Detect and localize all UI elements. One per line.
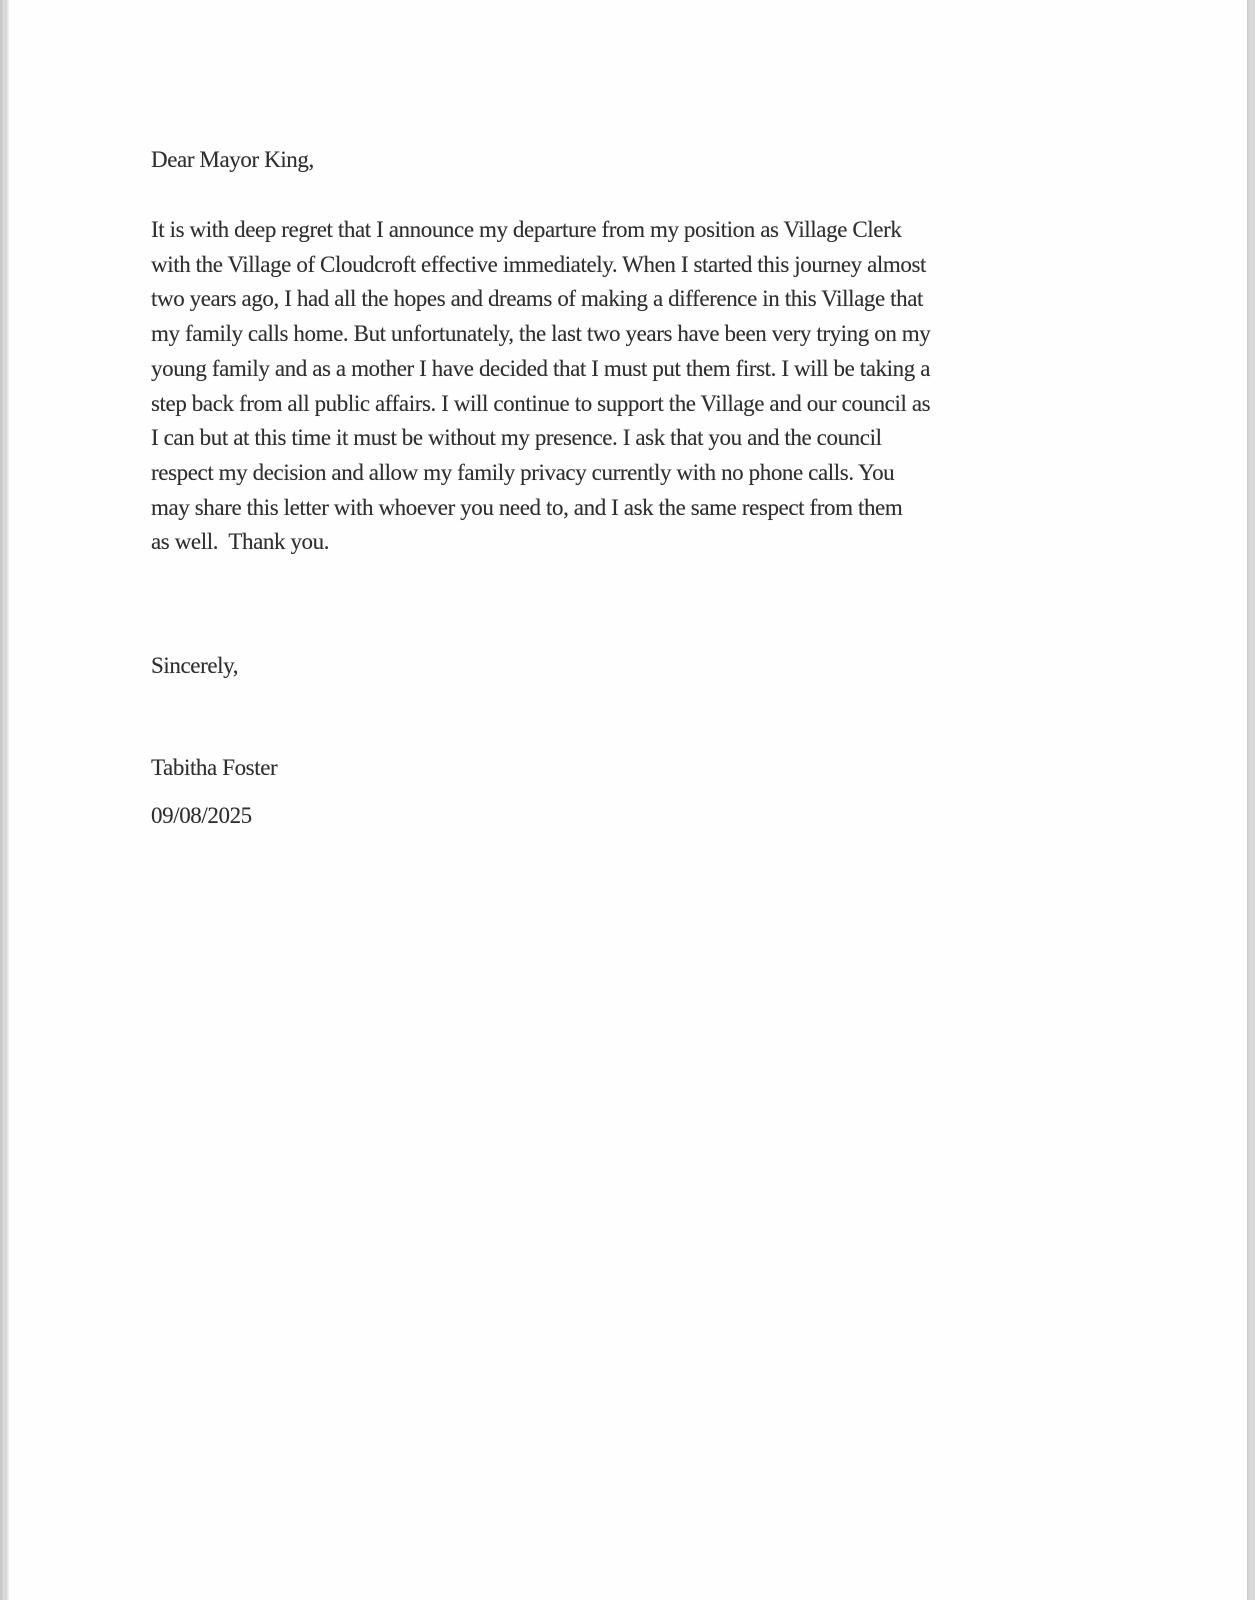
body-line: my family calls home. But unfortunately, the last two years have been very trying on my [151,321,931,347]
body-line: may share this letter with whoever you need to, and I ask the same respect from them [151,494,903,520]
left-page-edge [0,0,9,1600]
right-page-edge [1247,0,1255,1600]
closing: Sincerely, [151,653,239,678]
body-line: I can but at this time it must be without my presence. I ask that you and the council [151,425,882,451]
body-line: young family and as a mother I have decided that I must put them first. I will be taking a [151,355,931,381]
body-line: It is with deep regret that I announce my departure from my position as Village Clerk [151,217,902,242]
signature-date: 09/08/2025 [151,803,252,828]
body-line: step back from all public affairs. I will continue to support the Village and our council as [151,390,931,416]
body-line: as well. Thank you. [151,529,330,555]
signature-name: Tabitha Foster [151,755,278,780]
body-line: with the Village of Cloudcroft effective immediately. When I started this journey almost [151,251,927,277]
body-line: two years ago, I had all the hopes and dreams of making a difference in this Village that [151,286,924,312]
salutation: Dear Mayor King, [151,147,314,172]
body-line: respect my decision and allow my family privacy currently with no phone calls. You [151,459,895,485]
body-paragraph [151,213,930,560]
